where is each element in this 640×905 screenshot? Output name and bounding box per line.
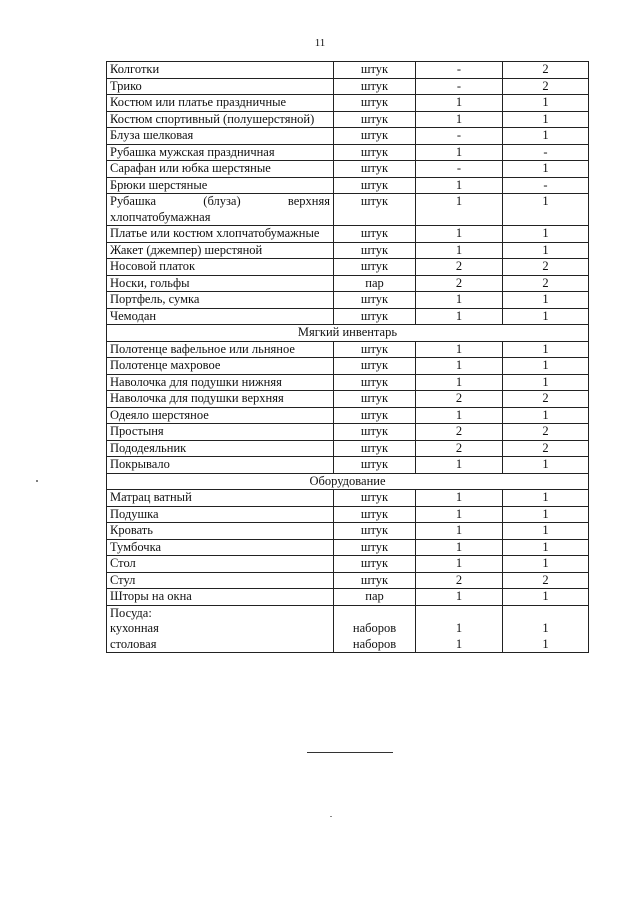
- table-row: [107, 78, 589, 95]
- unit-cell: штук: [334, 226, 416, 243]
- table-row: [107, 177, 589, 194]
- qty-b-cell: 1: [503, 308, 589, 325]
- unit-cell: штук: [334, 194, 416, 226]
- qty-b-cell: 1: [503, 128, 589, 145]
- group-label: Посуда:: [110, 605, 152, 620]
- item-name-cell: Шторы на окна: [107, 589, 334, 606]
- qty-b-cell: 1: [503, 556, 589, 573]
- qty-b-cell: 1: [503, 490, 589, 507]
- unit-cell: штук: [334, 440, 416, 457]
- qty-a-cell: 1: [416, 407, 503, 424]
- qty-a-cell: -: [416, 78, 503, 95]
- group-item-a: 1: [455, 636, 463, 651]
- qty-a-cell: 1: [416, 457, 503, 474]
- table-row: [107, 128, 589, 145]
- qty-a-cell: 1: [416, 358, 503, 375]
- group-item-name: кухонная: [110, 621, 159, 635]
- item-name-cell: Пододеяльник: [107, 440, 334, 457]
- item-name-cell: Наволочка для подушки верхняя: [107, 391, 334, 408]
- qty-b-cell: 1: [503, 358, 589, 375]
- qty-a-cell: 1: [416, 341, 503, 358]
- item-name-cell: Сарафан или юбка шерстяные: [107, 161, 334, 178]
- qty-b-cell: -: [503, 177, 589, 194]
- qty-b-cell: 1: [503, 111, 589, 128]
- qty-a-cell: 2: [416, 572, 503, 589]
- qty-b-cell: [503, 605, 589, 653]
- section-row: [107, 325, 589, 342]
- qty-b-cell: -: [503, 144, 589, 161]
- unit-cell: штук: [334, 78, 416, 95]
- unit-cell: штук: [334, 490, 416, 507]
- unit-cell: штук: [334, 242, 416, 259]
- qty-a-cell: 2: [416, 391, 503, 408]
- unit-cell: штук: [334, 539, 416, 556]
- qty-a-cell: 1: [416, 556, 503, 573]
- unit-cell: штук: [334, 128, 416, 145]
- item-name-cell: Трико: [107, 78, 334, 95]
- qty-b-cell: 1: [503, 539, 589, 556]
- item-name-cell: Костюм спортивный (полушерстяной): [107, 111, 334, 128]
- qty-b-cell: 2: [503, 78, 589, 95]
- group-item-a: 1: [455, 621, 463, 635]
- table-row: [107, 407, 589, 424]
- qty-a-cell: 1: [416, 144, 503, 161]
- unit-cell: штук: [334, 556, 416, 573]
- item-name-cell: Жакет (джемпер) шерстяной: [107, 242, 334, 259]
- scan-speck: [36, 480, 38, 482]
- table-row: [107, 539, 589, 556]
- qty-a-cell: [416, 605, 503, 653]
- scan-speck: [330, 816, 332, 817]
- qty-a-cell: -: [416, 62, 503, 79]
- item-name-cell: Брюки шерстяные: [107, 177, 334, 194]
- unit-cell: пар: [334, 589, 416, 606]
- item-name-cell: [107, 605, 334, 653]
- qty-a-cell: 2: [416, 275, 503, 292]
- unit-cell: штук: [334, 374, 416, 391]
- table-row: [107, 275, 589, 292]
- item-name-cell: Подушка: [107, 506, 334, 523]
- table-row: [107, 144, 589, 161]
- unit-cell: штук: [334, 358, 416, 375]
- group-item-unit: наборов: [352, 636, 397, 651]
- table-row: [107, 358, 589, 375]
- group-item-b: 1: [542, 636, 549, 651]
- qty-a-cell: 1: [416, 194, 503, 226]
- qty-b-cell: 1: [503, 161, 589, 178]
- item-name-cell: Простыня: [107, 424, 334, 441]
- table-row: [107, 556, 589, 573]
- table-row: [107, 572, 589, 589]
- unit-cell: штук: [334, 457, 416, 474]
- qty-b-cell: 1: [503, 457, 589, 474]
- item-name-cell: Матрац ватный: [107, 490, 334, 507]
- item-name-cell: Рубашка мужская праздничная: [107, 144, 334, 161]
- item-name-cell: Тумбочка: [107, 539, 334, 556]
- unit-cell: пар: [334, 275, 416, 292]
- qty-a-cell: 1: [416, 95, 503, 112]
- unit-cell: штук: [334, 407, 416, 424]
- table-row: [107, 259, 589, 276]
- inventory-table: [106, 61, 589, 653]
- unit-cell: штук: [334, 95, 416, 112]
- qty-b-cell: 1: [503, 374, 589, 391]
- qty-a-cell: 1: [416, 226, 503, 243]
- qty-b-cell: 2: [503, 424, 589, 441]
- inventory-table-body: [107, 62, 589, 653]
- qty-b-cell: 1: [503, 407, 589, 424]
- qty-b-cell: 1: [503, 506, 589, 523]
- unit-cell: штук: [334, 292, 416, 309]
- table-row: [107, 523, 589, 540]
- item-name-cell: Носовой платок: [107, 259, 334, 276]
- table-row-group: [107, 605, 589, 653]
- table-row: [107, 440, 589, 457]
- item-name-cell: Чемодан: [107, 308, 334, 325]
- table-row: [107, 308, 589, 325]
- unit-cell: штук: [334, 111, 416, 128]
- item-name-cell: Рубашка (блуза) верхняя хлопчатобумажная: [107, 194, 334, 226]
- unit-cell: штук: [334, 62, 416, 79]
- item-name-cell: Портфель, сумка: [107, 292, 334, 309]
- qty-a-cell: 1: [416, 242, 503, 259]
- qty-b-cell: 1: [503, 292, 589, 309]
- qty-b-cell: 2: [503, 440, 589, 457]
- table-row: [107, 374, 589, 391]
- unit-cell: штук: [334, 308, 416, 325]
- section-row: [107, 473, 589, 490]
- table-row: [107, 341, 589, 358]
- item-name-cell: Стул: [107, 572, 334, 589]
- item-name-cell: Блуза шелковая: [107, 128, 334, 145]
- qty-b-cell: 1: [503, 589, 589, 606]
- unit-cell: штук: [334, 177, 416, 194]
- qty-a-cell: 2: [416, 259, 503, 276]
- table-row: [107, 242, 589, 259]
- qty-b-cell: 1: [503, 242, 589, 259]
- qty-b-cell: 2: [503, 62, 589, 79]
- unit-cell: штук: [334, 572, 416, 589]
- item-name-cell: Полотенце вафельное или льняное: [107, 341, 334, 358]
- table-row: [107, 391, 589, 408]
- qty-a-cell: -: [416, 128, 503, 145]
- qty-b-cell: 2: [503, 391, 589, 408]
- table-row: [107, 62, 589, 79]
- qty-b-cell: 2: [503, 572, 589, 589]
- qty-a-cell: 1: [416, 374, 503, 391]
- item-name-cell: Платье или костюм хлопчатобумажные: [107, 226, 334, 243]
- page-number: 11: [314, 37, 326, 49]
- qty-a-cell: -: [416, 161, 503, 178]
- unit-cell: штук: [334, 391, 416, 408]
- unit-cell: штук: [334, 506, 416, 523]
- item-name-cell: Носки, гольфы: [107, 275, 334, 292]
- table-row: [107, 161, 589, 178]
- qty-a-cell: 1: [416, 292, 503, 309]
- qty-b-cell: 1: [503, 95, 589, 112]
- group-item-name: столовая: [110, 636, 157, 651]
- group-item-unit: наборов: [352, 621, 397, 635]
- footer-rule: [307, 752, 393, 753]
- qty-a-cell: 1: [416, 539, 503, 556]
- table-row: [107, 506, 589, 523]
- qty-a-cell: 2: [416, 440, 503, 457]
- qty-a-cell: 1: [416, 506, 503, 523]
- item-name-cell: Наволочка для подушки нижняя: [107, 374, 334, 391]
- unit-cell: штук: [334, 259, 416, 276]
- table-row: [107, 226, 589, 243]
- group-item-b: 1: [542, 621, 549, 635]
- qty-a-cell: 1: [416, 111, 503, 128]
- table-row: [107, 457, 589, 474]
- qty-b-cell: 1: [503, 194, 589, 226]
- qty-a-cell: 1: [416, 523, 503, 540]
- item-name-cell: Одеяло шерстяное: [107, 407, 334, 424]
- qty-a-cell: 1: [416, 490, 503, 507]
- unit-cell: штук: [334, 341, 416, 358]
- qty-a-cell: 1: [416, 589, 503, 606]
- qty-b-cell: 1: [503, 523, 589, 540]
- item-name-cell: Колготки: [107, 62, 334, 79]
- unit-cell: штук: [334, 144, 416, 161]
- qty-a-cell: 1: [416, 308, 503, 325]
- qty-b-cell: 1: [503, 341, 589, 358]
- qty-a-cell: 1: [416, 177, 503, 194]
- table-row: [107, 194, 589, 226]
- table-row: [107, 589, 589, 606]
- item-name-cell: Кровать: [107, 523, 334, 540]
- unit-cell: штук: [334, 424, 416, 441]
- item-name-cell: Стол: [107, 556, 334, 573]
- table-row: [107, 95, 589, 112]
- item-name-cell: Полотенце махровое: [107, 358, 334, 375]
- unit-cell: штук: [334, 523, 416, 540]
- table-row: [107, 111, 589, 128]
- qty-a-cell: 2: [416, 424, 503, 441]
- qty-b-cell: 2: [503, 275, 589, 292]
- qty-b-cell: 2: [503, 259, 589, 276]
- section-title: Мягкий инвентарь: [107, 325, 589, 342]
- section-title: Оборудование: [107, 473, 589, 490]
- unit-cell: [334, 605, 416, 653]
- item-name-cell: Костюм или платье праздничные: [107, 95, 334, 112]
- table-row: [107, 490, 589, 507]
- table-row: [107, 292, 589, 309]
- table-row: [107, 424, 589, 441]
- unit-cell: штук: [334, 161, 416, 178]
- qty-b-cell: 1: [503, 226, 589, 243]
- item-name-cell: Покрывало: [107, 457, 334, 474]
